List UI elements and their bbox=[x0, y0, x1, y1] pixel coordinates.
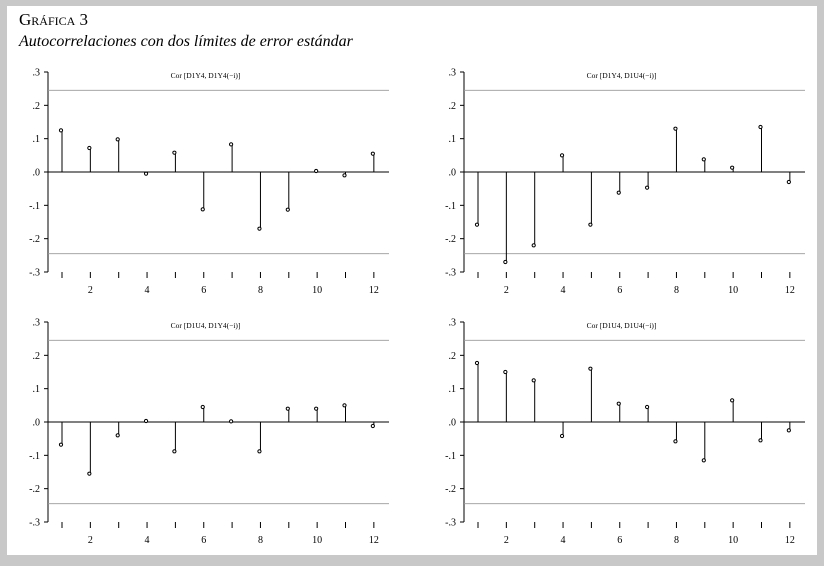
acf-point bbox=[646, 405, 649, 408]
acf-point bbox=[759, 125, 762, 128]
y-tick-label: .1 bbox=[32, 134, 40, 146]
x-tick-label: 6 bbox=[201, 535, 207, 546]
acf-panel-4 bbox=[445, 318, 805, 547]
acf-point bbox=[532, 244, 535, 247]
x-tick-label: 2 bbox=[87, 535, 93, 546]
acf-point bbox=[617, 402, 620, 405]
x-tick-label: 12 bbox=[784, 535, 795, 546]
y-tick-label: .0 bbox=[32, 417, 40, 429]
y-tick-label: .2 bbox=[448, 350, 456, 362]
y-tick-label: .2 bbox=[32, 350, 40, 362]
acf-point bbox=[88, 146, 91, 149]
panel-title: Cor [D1U4, D1Y4(−i)] bbox=[170, 321, 241, 330]
acf-point bbox=[343, 174, 346, 177]
acf-point bbox=[286, 208, 289, 211]
acf-point bbox=[702, 459, 705, 462]
acf-point bbox=[646, 186, 649, 189]
acf-point bbox=[787, 429, 790, 432]
acf-point bbox=[59, 129, 62, 132]
y-tick-label: .0 bbox=[448, 167, 456, 179]
panel-title: Cor [D1Y4, D1U4(−i)] bbox=[586, 71, 657, 80]
y-tick-label: .3 bbox=[32, 317, 40, 329]
acf-point bbox=[371, 152, 374, 155]
panel-title: Cor [D1U4, D1U4(−i)] bbox=[586, 321, 657, 330]
acf-point bbox=[258, 227, 261, 230]
acf-point bbox=[371, 424, 374, 427]
x-tick-label: 4 bbox=[560, 535, 566, 546]
y-tick-label: -.1 bbox=[29, 450, 40, 462]
y-tick-label: -.2 bbox=[29, 234, 40, 246]
acf-point bbox=[343, 404, 346, 407]
y-tick-label: -.3 bbox=[29, 267, 40, 279]
y-tick-label: -.3 bbox=[445, 267, 456, 279]
acf-point bbox=[504, 260, 507, 263]
y-tick-label: -.1 bbox=[445, 200, 456, 212]
acf-point bbox=[475, 223, 478, 226]
x-tick-label: 12 bbox=[784, 285, 795, 296]
acf-point bbox=[589, 223, 592, 226]
acf-point bbox=[144, 419, 147, 422]
acf-point bbox=[475, 361, 478, 364]
acf-point bbox=[589, 367, 592, 370]
acf-panel-2 bbox=[445, 68, 805, 297]
y-tick-label: .2 bbox=[32, 100, 40, 112]
acf-point bbox=[116, 138, 119, 141]
acf-point bbox=[230, 143, 233, 146]
y-tick-label: .0 bbox=[32, 167, 40, 179]
acf-point bbox=[286, 407, 289, 410]
y-tick-label: .3 bbox=[32, 67, 40, 79]
x-tick-label: 10 bbox=[728, 535, 739, 546]
acf-point bbox=[787, 180, 790, 183]
acf-point bbox=[258, 450, 261, 453]
y-tick-label: -.1 bbox=[445, 450, 456, 462]
y-tick-label: -.2 bbox=[29, 484, 40, 496]
acf-point bbox=[144, 172, 147, 175]
acf-point bbox=[674, 440, 677, 443]
y-tick-label: -.2 bbox=[445, 234, 456, 246]
acf-point bbox=[560, 434, 563, 437]
x-tick-label: 2 bbox=[87, 285, 93, 296]
acf-point bbox=[532, 379, 535, 382]
x-tick-label: 8 bbox=[673, 285, 679, 296]
x-tick-label: 6 bbox=[617, 285, 623, 296]
acf-point bbox=[116, 434, 119, 437]
acf-point bbox=[88, 472, 91, 475]
acf-point bbox=[731, 399, 734, 402]
y-tick-label: .2 bbox=[448, 100, 456, 112]
acf-point bbox=[702, 158, 705, 161]
y-tick-label: .1 bbox=[448, 384, 456, 396]
acf-point bbox=[201, 208, 204, 211]
x-tick-label: 12 bbox=[368, 535, 379, 546]
acf-point bbox=[173, 151, 176, 154]
acf-point bbox=[201, 405, 204, 408]
y-tick-label: .3 bbox=[448, 67, 456, 79]
figure-title: Autocorrelaciones con dos límites de error estándar bbox=[19, 33, 353, 50]
acf-point bbox=[315, 407, 318, 410]
acf-point bbox=[504, 370, 507, 373]
y-tick-label: .1 bbox=[32, 384, 40, 396]
x-tick-label: 2 bbox=[503, 285, 509, 296]
x-tick-label: 12 bbox=[368, 285, 379, 296]
figure-label: Gráfica 3 bbox=[19, 10, 89, 29]
x-tick-label: 6 bbox=[617, 535, 623, 546]
x-tick-label: 4 bbox=[144, 535, 150, 546]
panel-title: Cor [D1Y4, D1Y4(−i)] bbox=[170, 71, 241, 80]
acf-panel-1 bbox=[29, 68, 389, 297]
acf-point bbox=[617, 191, 620, 194]
x-tick-label: 8 bbox=[673, 535, 679, 546]
y-tick-label: -.3 bbox=[29, 517, 40, 529]
x-tick-label: 10 bbox=[312, 285, 323, 296]
acf-point bbox=[173, 450, 176, 453]
x-tick-label: 4 bbox=[560, 285, 566, 296]
x-tick-label: 4 bbox=[144, 285, 150, 296]
x-tick-label: 6 bbox=[201, 285, 207, 296]
y-tick-label: .3 bbox=[448, 317, 456, 329]
y-tick-label: -.2 bbox=[445, 484, 456, 496]
acf-point bbox=[731, 166, 734, 169]
acf-point bbox=[230, 420, 233, 423]
x-tick-label: 10 bbox=[312, 535, 323, 546]
x-tick-label: 2 bbox=[503, 535, 509, 546]
acf-point bbox=[315, 169, 318, 172]
acf-panel-3 bbox=[29, 318, 389, 547]
y-tick-label: -.1 bbox=[29, 200, 40, 212]
y-tick-label: .0 bbox=[448, 417, 456, 429]
acf-point bbox=[759, 439, 762, 442]
y-tick-label: -.3 bbox=[445, 517, 456, 529]
x-tick-label: 8 bbox=[257, 285, 263, 296]
acf-point bbox=[674, 127, 677, 130]
x-tick-label: 8 bbox=[257, 535, 263, 546]
y-tick-label: .1 bbox=[448, 134, 456, 146]
acf-point bbox=[560, 154, 563, 157]
x-tick-label: 10 bbox=[728, 285, 739, 296]
acf-point bbox=[59, 443, 62, 446]
